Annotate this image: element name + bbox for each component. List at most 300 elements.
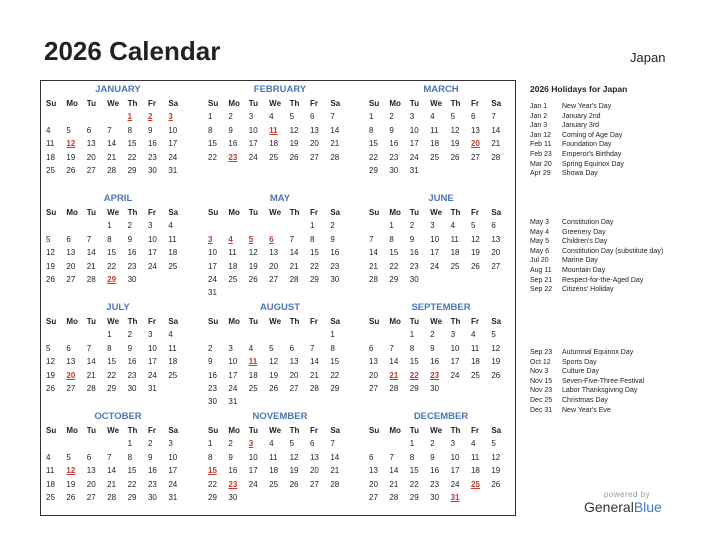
day-cell	[266, 395, 286, 408]
weekday-header	[43, 424, 193, 437]
weekday-label: Tu	[86, 99, 96, 108]
weekday-label: Mo	[389, 426, 401, 435]
day-cell: 27	[309, 152, 319, 162]
day-cell: 25	[228, 274, 238, 284]
weekday-label: Mo	[66, 208, 78, 217]
weekday-label: We	[107, 99, 120, 108]
day-cell: 23	[430, 479, 440, 489]
holiday-name: Showa Day	[562, 170, 598, 178]
day-cell: 18	[269, 466, 279, 476]
day-cell: 17	[409, 139, 419, 149]
day-cell	[307, 491, 327, 504]
day-cell: 26	[248, 274, 258, 284]
day-cell: 24	[409, 152, 419, 162]
day-cell: 3	[147, 221, 153, 231]
day-cell	[448, 382, 468, 395]
day-cell: 13	[369, 357, 378, 367]
day-cell: 4	[450, 221, 456, 231]
day-cell	[63, 437, 83, 450]
holiday-day: 11	[269, 125, 278, 135]
day-cell: 7	[86, 343, 92, 353]
day-cell: 30	[430, 383, 440, 393]
day-cell	[43, 328, 63, 341]
weekday-label: Mo	[66, 426, 78, 435]
day-cell: 23	[127, 370, 137, 380]
day-cell: 27	[491, 261, 501, 271]
weekday-label: Sa	[168, 426, 179, 435]
day-cell: 24	[168, 152, 178, 162]
day-cell: 8	[409, 452, 415, 462]
weekday-label: We	[269, 426, 282, 435]
holiday-list-title: 2026 Holidays for Japan	[530, 84, 628, 94]
day-cell: 22	[409, 479, 419, 489]
day-cell	[386, 328, 406, 341]
holiday-item	[530, 247, 710, 257]
day-cell: 16	[228, 139, 238, 149]
week-row	[205, 151, 355, 164]
day-cell: 7	[389, 343, 394, 353]
weekday-label: Sa	[330, 99, 341, 108]
day-cell: 4	[46, 452, 51, 462]
week-row	[366, 451, 516, 464]
day-cell: 2	[330, 221, 335, 231]
page-title: 2026 Calendar	[44, 36, 221, 66]
day-cell: 10	[168, 452, 178, 462]
day-cell	[366, 219, 386, 232]
day-cell: 14	[86, 248, 96, 258]
weekday-label: Mo	[66, 317, 78, 326]
day-cell: 1	[208, 112, 213, 122]
weekday-label: Tu	[409, 208, 419, 217]
day-cell: 29	[409, 383, 419, 393]
week-row	[43, 478, 193, 491]
day-cell: 15	[309, 248, 319, 258]
day-cell: 30	[330, 274, 340, 284]
holiday-date: Nov 3	[530, 368, 549, 376]
month-june	[366, 192, 516, 286]
day-cell: 30	[389, 165, 399, 175]
day-cell: 1	[409, 439, 415, 449]
day-cell	[205, 219, 225, 232]
day-cell: 5	[289, 439, 295, 449]
day-cell: 22	[389, 261, 399, 271]
day-cell	[366, 437, 386, 450]
weekday-label: Fr	[147, 317, 156, 326]
holiday-day: 31	[450, 492, 460, 502]
week-row	[366, 260, 516, 273]
day-cell: 17	[450, 466, 460, 476]
day-cell: 28	[330, 479, 340, 489]
week-row	[205, 382, 355, 395]
day-cell: 11	[46, 466, 55, 476]
day-cell: 6	[369, 452, 374, 462]
day-cell: 24	[208, 274, 217, 284]
day-cell: 9	[330, 234, 335, 244]
day-cell: 30	[147, 165, 157, 175]
holiday-item	[530, 406, 710, 416]
holiday-day: 20	[66, 370, 76, 380]
day-cell: 10	[147, 343, 157, 353]
week-row	[43, 382, 193, 395]
day-cell: 10	[208, 248, 217, 258]
week-row	[205, 286, 355, 299]
holiday-day: 5	[248, 234, 254, 244]
week-row	[366, 464, 516, 477]
day-cell: 3	[450, 439, 456, 449]
week-row	[43, 369, 193, 382]
day-cell: 15	[409, 357, 419, 367]
day-cell: 14	[330, 125, 340, 135]
day-cell: 28	[107, 492, 117, 502]
day-cell	[448, 273, 468, 286]
holiday-item	[530, 358, 710, 368]
day-cell: 25	[269, 479, 279, 489]
day-cell: 1	[309, 221, 315, 231]
weekday-label: Su	[369, 317, 380, 326]
holiday-list	[530, 84, 710, 414]
day-cell: 15	[107, 357, 117, 367]
holiday-item	[530, 377, 710, 387]
weekday-header	[43, 97, 193, 110]
weekday-label: Tu	[409, 317, 419, 326]
day-cell: 10	[430, 234, 440, 244]
day-cell	[63, 110, 83, 123]
day-cell: 7	[107, 125, 112, 135]
day-cell: 13	[369, 466, 378, 476]
day-cell	[427, 273, 447, 286]
day-cell: 16	[127, 357, 137, 367]
weekday-label: We	[107, 208, 120, 217]
day-cell: 20	[309, 139, 319, 149]
day-cell	[84, 219, 104, 232]
day-cell: 29	[208, 492, 217, 502]
day-cell: 14	[330, 452, 340, 462]
day-cell	[448, 164, 468, 177]
day-cell: 6	[66, 234, 71, 244]
day-cell: 15	[330, 357, 340, 367]
holiday-date: Mar 20	[530, 160, 552, 168]
day-cell: 2	[430, 439, 435, 449]
weekday-label: Mo	[389, 99, 401, 108]
day-cell: 16	[330, 248, 340, 258]
weekday-header	[366, 315, 516, 328]
week-row	[43, 110, 193, 123]
day-cell: 13	[86, 139, 96, 149]
day-cell: 21	[491, 139, 501, 149]
day-cell: 11	[470, 343, 480, 353]
day-cell: 27	[269, 274, 279, 284]
holiday-name: Respect-for-the-Aged Day	[562, 276, 644, 284]
holiday-date: Oct 12	[530, 358, 551, 366]
day-cell: 4	[168, 221, 173, 231]
day-cell: 15	[127, 139, 137, 149]
day-cell	[307, 286, 327, 299]
holiday-day: 11	[248, 357, 258, 367]
weekday-label: Fr	[470, 317, 479, 326]
day-cell: 16	[228, 466, 238, 476]
day-cell: 8	[208, 125, 213, 135]
month-february	[205, 83, 355, 164]
day-cell: 2	[147, 439, 153, 449]
holiday-date: Dec 31	[530, 406, 553, 414]
day-cell: 27	[86, 492, 96, 502]
holiday-item	[530, 131, 710, 141]
day-cell: 19	[491, 466, 501, 476]
weekday-header	[366, 97, 516, 110]
day-cell: 3	[147, 330, 153, 340]
holiday-item	[530, 102, 710, 112]
brand-general: General	[584, 499, 634, 515]
day-cell: 19	[66, 152, 76, 162]
day-cell	[145, 273, 165, 286]
day-cell: 16	[430, 357, 440, 367]
weekday-label: Sa	[330, 426, 341, 435]
holiday-day: 12	[66, 466, 76, 476]
day-cell: 11	[269, 452, 278, 462]
holiday-name: New Year's Day	[562, 103, 612, 110]
day-cell: 21	[86, 370, 96, 380]
holiday-date: Jan 1	[530, 103, 548, 110]
day-cell	[327, 395, 347, 408]
holiday-name: Greenery Day	[562, 228, 606, 236]
month-name: DECEMBER	[413, 411, 469, 422]
weekday-label: Fr	[147, 208, 156, 217]
holiday-day: 29	[107, 274, 117, 284]
weekday-label: Mo	[389, 208, 401, 217]
day-cell: 21	[107, 479, 117, 489]
day-cell: 1	[107, 330, 112, 340]
day-cell: 9	[228, 125, 233, 135]
day-cell: 28	[389, 383, 399, 393]
holiday-name: Citizens' Holiday	[562, 286, 614, 294]
day-cell: 22	[369, 152, 378, 162]
day-cell: 2	[389, 112, 394, 122]
day-cell: 18	[450, 248, 460, 258]
holiday-name: January 2nd	[562, 112, 601, 120]
day-cell: 24	[248, 479, 258, 489]
day-cell: 17	[208, 261, 217, 271]
week-row	[43, 464, 193, 477]
day-cell: 17	[228, 370, 238, 380]
day-cell: 9	[208, 357, 213, 367]
weekday-label: Th	[450, 426, 461, 435]
day-cell: 16	[147, 466, 157, 476]
holiday-name: Spring Equinox Day	[562, 160, 624, 168]
weekday-label: We	[269, 317, 282, 326]
day-cell: 4	[269, 112, 274, 122]
month-december	[366, 410, 516, 504]
week-row	[366, 382, 516, 395]
holiday-day: 15	[208, 466, 217, 476]
week-row	[205, 464, 355, 477]
day-cell	[84, 437, 104, 450]
day-cell: 1	[330, 330, 335, 340]
day-cell: 20	[491, 248, 501, 258]
day-cell: 10	[248, 452, 258, 462]
weekday-label: Fr	[147, 426, 156, 435]
day-cell: 5	[269, 343, 274, 353]
day-cell: 10	[450, 452, 460, 462]
day-cell: 17	[147, 248, 157, 258]
day-cell: 12	[491, 343, 501, 353]
day-cell: 7	[330, 439, 335, 449]
day-cell: 28	[491, 152, 501, 162]
day-cell: 17	[147, 357, 157, 367]
day-cell: 18	[470, 466, 480, 476]
day-cell: 6	[369, 343, 374, 353]
day-cell: 8	[107, 234, 112, 244]
weekday-label: Fr	[309, 426, 318, 435]
day-cell	[488, 164, 508, 177]
day-cell: 17	[430, 248, 440, 258]
day-cell: 13	[289, 357, 299, 367]
holiday-item	[530, 386, 710, 396]
day-cell: 4	[248, 343, 254, 353]
day-cell: 20	[289, 370, 299, 380]
week-row	[366, 151, 516, 164]
day-cell: 23	[389, 152, 399, 162]
day-cell: 25	[46, 492, 55, 502]
day-cell: 22	[208, 152, 217, 162]
month-name: SEPTEMBER	[411, 302, 471, 313]
day-cell: 4	[430, 112, 435, 122]
day-cell: 23	[409, 261, 419, 271]
holiday-item	[530, 276, 710, 286]
month-name: APRIL	[103, 193, 133, 204]
day-cell: 15	[409, 466, 419, 476]
weekday-label: Fr	[309, 99, 318, 108]
day-cell: 6	[289, 343, 295, 353]
weekday-label: Fr	[470, 99, 479, 108]
day-cell: 18	[248, 370, 258, 380]
day-cell	[287, 219, 307, 232]
holiday-group	[530, 102, 710, 179]
holiday-day: 23	[228, 152, 238, 162]
day-cell: 13	[66, 357, 76, 367]
day-cell: 8	[107, 343, 112, 353]
week-row	[366, 233, 516, 246]
week-row	[205, 369, 355, 382]
weekday-label: Su	[369, 426, 380, 435]
day-cell: 26	[46, 274, 55, 284]
day-cell: 26	[491, 370, 501, 380]
day-cell: 25	[470, 370, 480, 380]
day-cell: 17	[248, 466, 258, 476]
day-cell	[488, 273, 508, 286]
weekday-header	[43, 315, 193, 328]
day-cell: 14	[491, 125, 501, 135]
day-cell: 10	[409, 125, 419, 135]
weekday-label: Su	[208, 99, 219, 108]
holiday-name: Autumnal Equinox Day	[562, 349, 634, 356]
holiday-date: Nov 23	[530, 387, 553, 395]
day-cell: 7	[309, 343, 315, 353]
month-august	[205, 301, 355, 409]
week-row	[366, 328, 516, 341]
day-cell: 21	[369, 261, 378, 271]
day-cell: 3	[168, 439, 173, 449]
day-cell: 11	[168, 343, 177, 353]
day-cell: 20	[86, 479, 96, 489]
weekday-label: Tu	[248, 99, 258, 108]
day-cell: 25	[46, 165, 55, 175]
day-cell: 25	[168, 370, 178, 380]
day-cell: 25	[269, 152, 279, 162]
weekday-label: We	[107, 317, 120, 326]
day-cell	[266, 219, 286, 232]
day-cell: 7	[491, 112, 496, 122]
day-cell: 25	[248, 383, 258, 393]
day-cell: 13	[491, 234, 501, 244]
day-cell: 27	[369, 383, 378, 393]
day-cell: 5	[491, 439, 496, 449]
day-cell	[307, 395, 327, 408]
day-cell: 18	[269, 139, 279, 149]
day-cell	[225, 328, 245, 341]
day-cell	[246, 286, 266, 299]
day-cell: 2	[409, 221, 415, 231]
day-cell: 19	[269, 370, 279, 380]
day-cell: 1	[369, 112, 374, 122]
month-november	[205, 410, 355, 504]
day-cell: 28	[107, 165, 117, 175]
weekday-label: Mo	[389, 317, 401, 326]
weekday-label: Sa	[330, 208, 341, 217]
day-cell: 22	[107, 261, 117, 271]
day-cell: 12	[470, 234, 480, 244]
weekday-label: Th	[127, 99, 138, 108]
day-cell: 27	[309, 479, 319, 489]
day-cell: 26	[470, 261, 480, 271]
month-name: FEBRUARY	[253, 84, 307, 95]
day-cell: 13	[309, 125, 319, 135]
day-cell	[63, 219, 83, 232]
weekday-label: Tu	[248, 317, 258, 326]
day-cell: 16	[430, 466, 440, 476]
weekday-label: Fr	[147, 99, 156, 108]
day-cell: 21	[330, 466, 340, 476]
day-cell: 13	[66, 248, 76, 258]
day-cell: 14	[389, 357, 399, 367]
weekday-header	[43, 206, 193, 219]
weekday-header	[205, 206, 355, 219]
day-cell: 27	[470, 152, 480, 162]
week-row	[43, 137, 193, 150]
day-cell: 12	[289, 452, 299, 462]
day-cell: 24	[450, 479, 460, 489]
holiday-item	[530, 285, 710, 295]
weekday-label: Fr	[309, 317, 318, 326]
day-cell: 20	[66, 261, 76, 271]
day-cell: 3	[430, 221, 435, 231]
weekday-label: Tu	[86, 426, 96, 435]
holiday-date: Dec 25	[530, 396, 553, 404]
week-row	[43, 260, 193, 273]
weekday-label: Sa	[168, 208, 179, 217]
calendar-grid	[40, 80, 516, 516]
day-cell: 9	[389, 125, 394, 135]
day-cell: 19	[46, 261, 55, 271]
day-cell: 28	[369, 274, 378, 284]
week-row	[205, 137, 355, 150]
day-cell: 2	[127, 330, 133, 340]
weekday-label: Mo	[228, 99, 240, 108]
day-cell: 18	[430, 139, 440, 149]
weekday-label: Su	[208, 317, 219, 326]
day-cell: 19	[66, 479, 76, 489]
day-cell: 15	[369, 139, 378, 149]
day-cell	[307, 328, 327, 341]
